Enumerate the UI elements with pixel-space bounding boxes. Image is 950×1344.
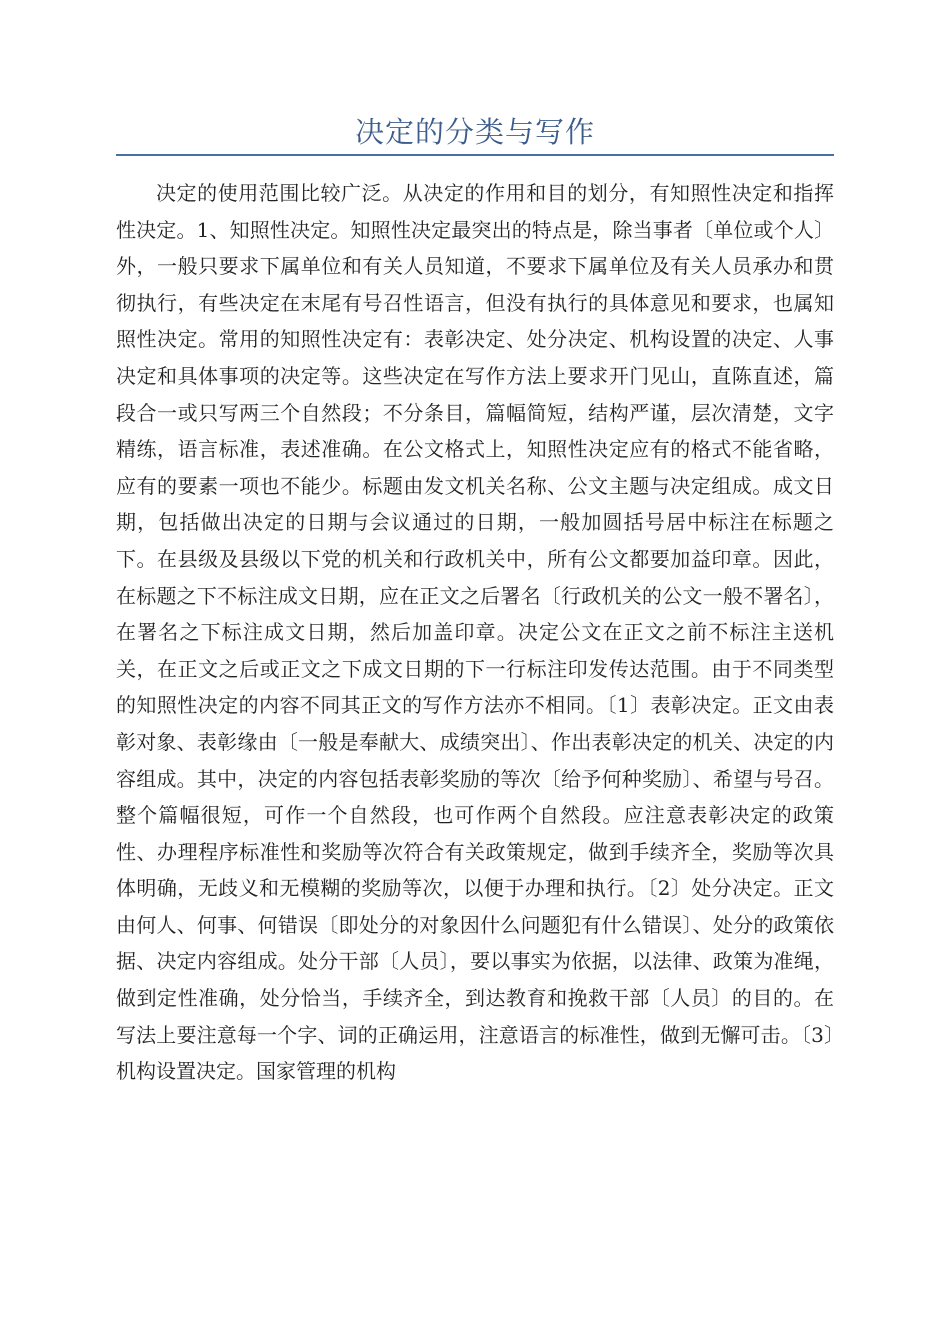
- document-title: 决定的分类与写作: [354, 115, 595, 149]
- body-paragraph: 决定的使用范围比较广泛。从决定的作用和目的划分，有知照性决定和指挥性决定。1、知照性决定。知照性决定最突出的特点是，除当事者〔单位或个人〕外，一般只要求下属单位和有关人员知道，不要求下属单位及有关人员承办和贯彻执行，有些决定在末尾有号召性语言，但没有执行的具体意见和要求，也属知照性决定。常用的知照性决定有：表彰决定、处分决定、机构设置的决定、人事决定和具体事项的决定等。这些决定在写作方法上要求开门见山，直陈直述，篇段合一或只写两三个自然段；不分条目，篇幅简短，结构严谨，层次清楚，文字精练，语言标准，表述准确。在公文格式上，知照性决定应有的格式不能省略，应有的要素一项也不能少。标题由发文机关名称、公文主题与决定组成。成文日期，包括做出决定的日期与会议通过的日期，一般加圆括号居中标注在标题之下。在县级及县级以下党的机关和行政机关中，所有公文都要加益印章。因此，在标题之下不标注成文日期，应在正文之后署名〔行政机关的公文一般不署名〕，在署名之下标注成文日期，然后加盖印章。决定公文在正文之前不标注主送机关，在正文之后或正文之下成文日期的下一行标注印发传达范围。由于不同类型的知照性决定的内容不同其正文的写作方法亦不相同。〔1〕表彰决定。正文由表彰对象、表彰缘由〔一般是奉献大、成绩突出〕、作出表彰决定的机关、决定的内容组成。其中，决定的内容包括表彰奖励的等次〔给予何种奖励〕、希望与号召。整个篇幅很短，可作一个自然段，也可作两个自然段。应注意表彰决定的政策性、办理程序标准性和奖励等次符合有关政策规定，做到手续齐全，奖励等次具体明确，无歧义和无模糊的奖励等次，以便于办理和执行。〔2〕处分决定。正文由何人、何事、何错误〔即处分的对象因什么问题犯有什么错误〕、处分的政策依据、决定内容组成。处分干部〔人员〕，要以事实为依据，以法律、政策为准绳，做到定性准确，处分恰当，手续齐全，到达教育和挽救干部〔人员〕的目的。在写法上要注意每一个字、词的正确运用，注意语言的标准性，做到无懈可击。〔3〕机构设置决定。国家管理的机构: [116, 181, 834, 1084]
- title-underline: [116, 154, 834, 156]
